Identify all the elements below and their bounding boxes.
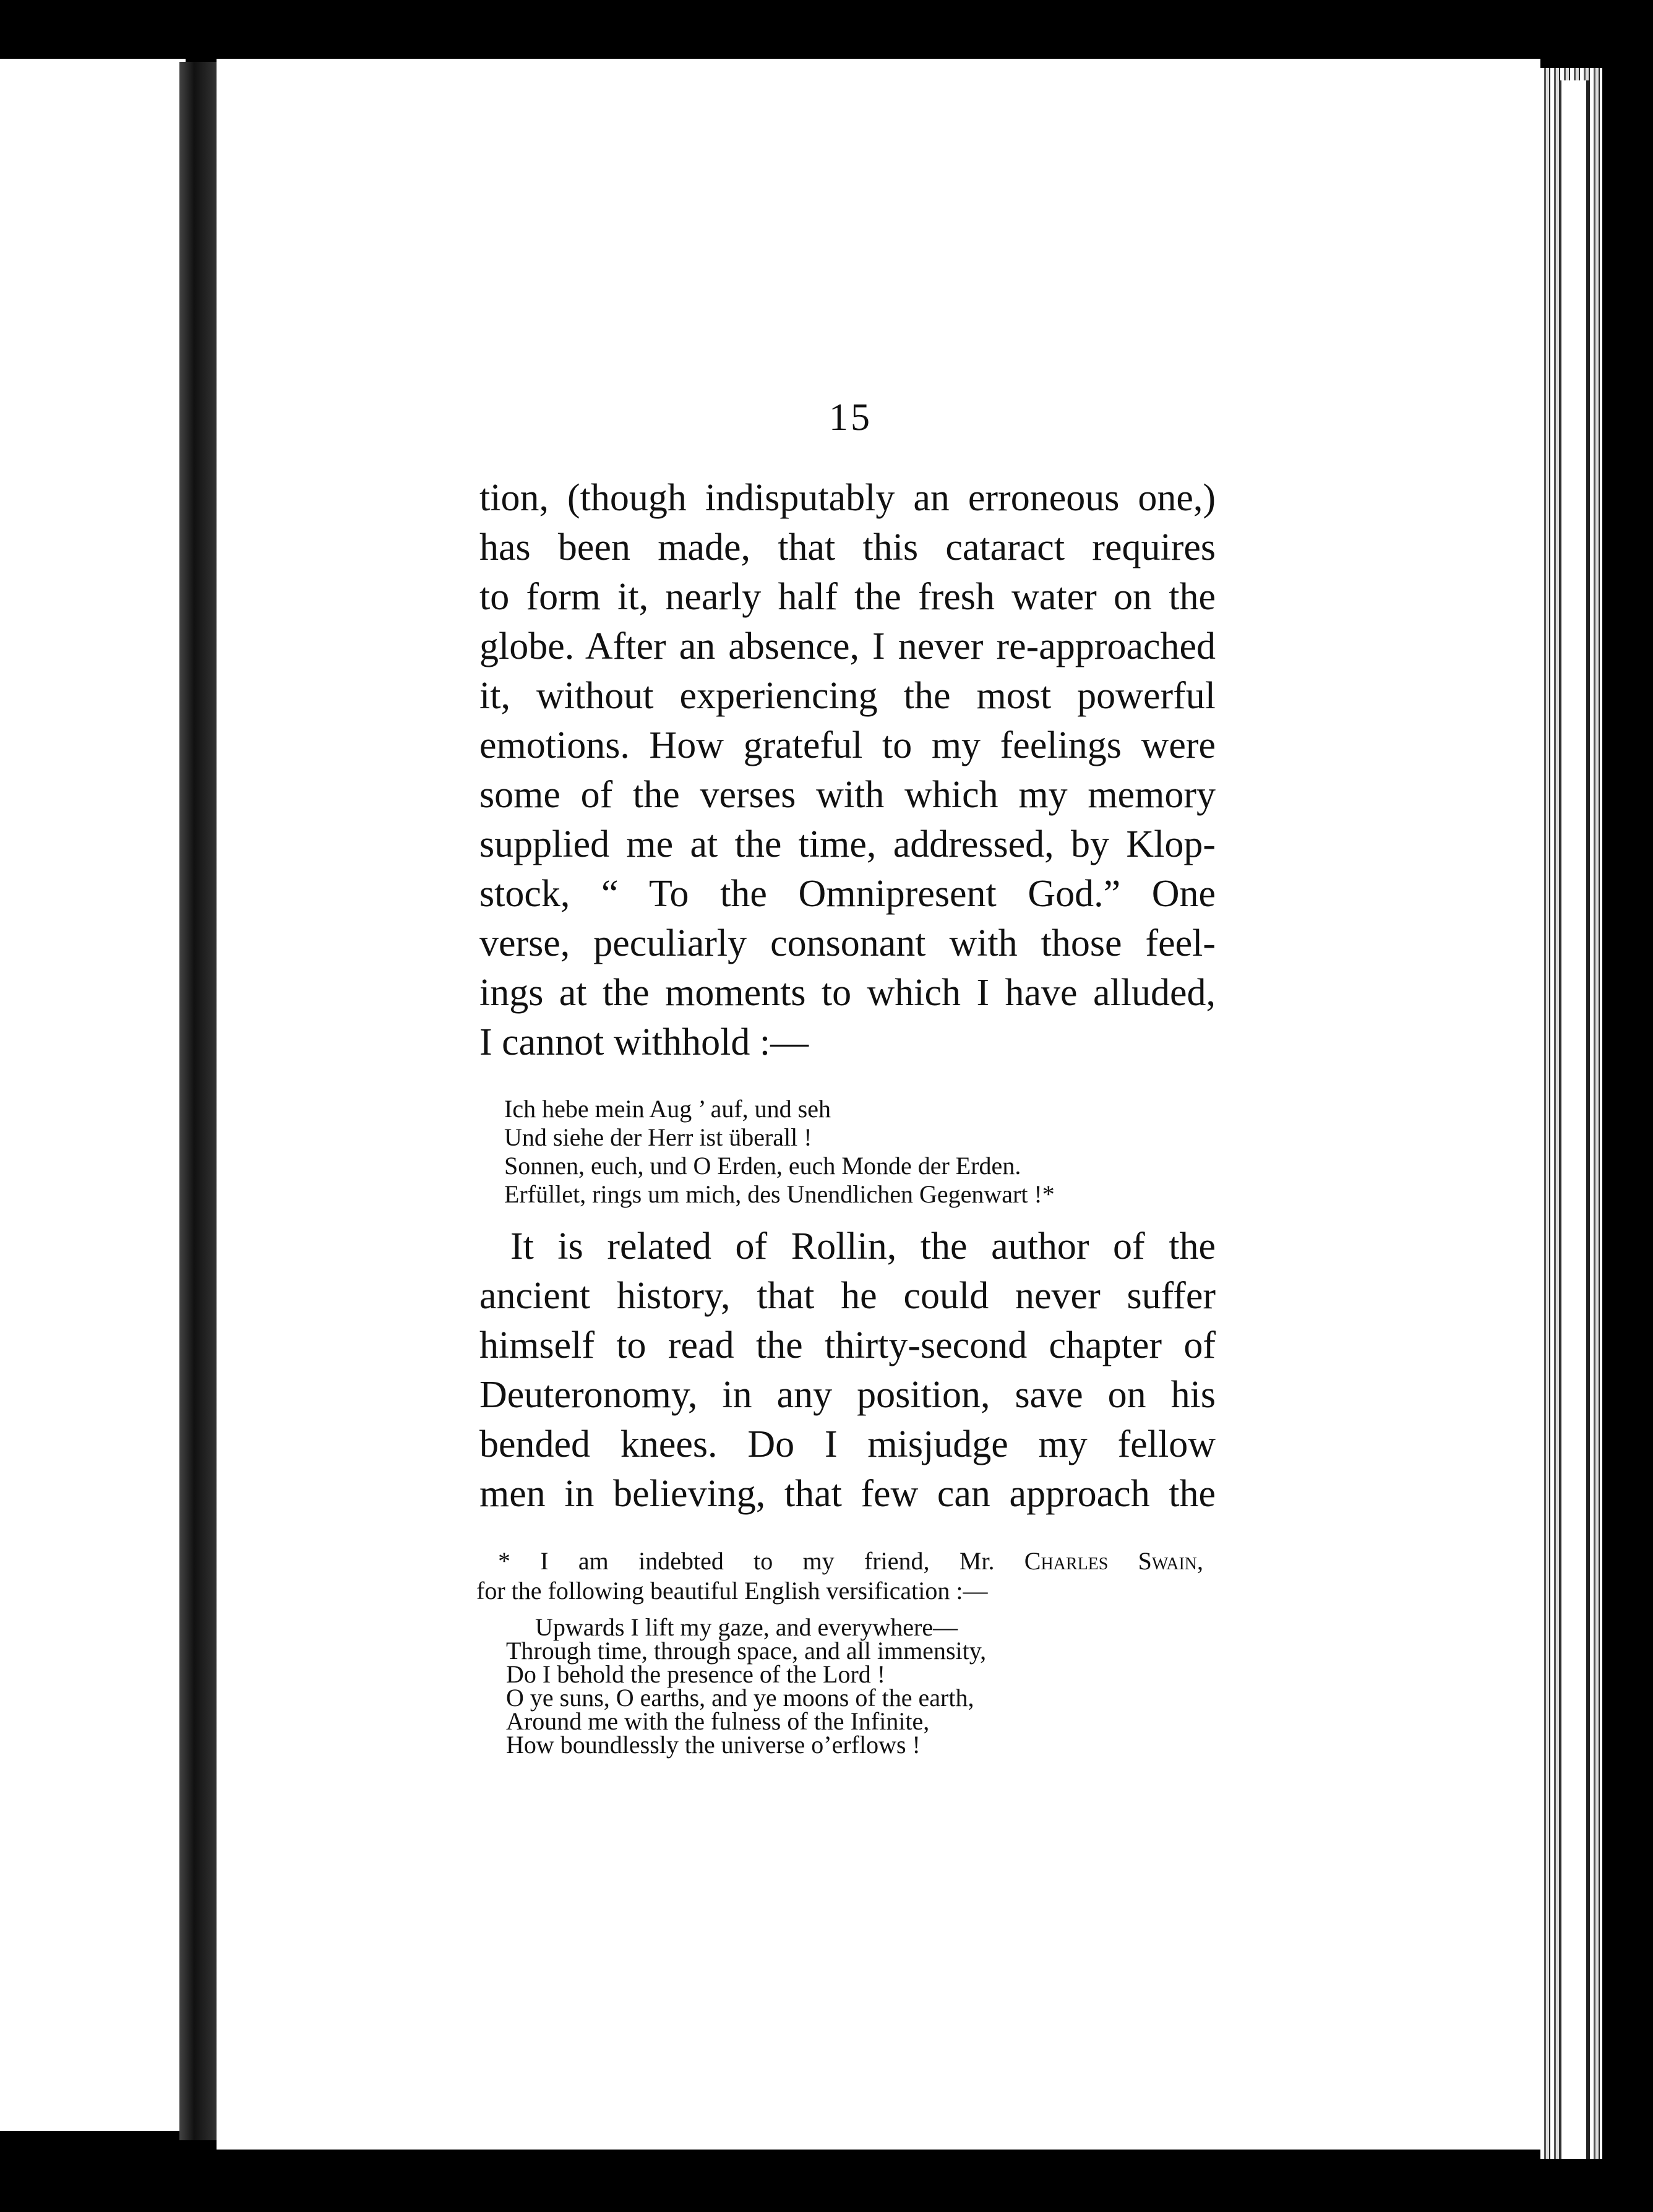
body-line: Deuteronomy, in any position, save on his (479, 1374, 1216, 1416)
body-line: it, without experiencing the most powerful (479, 675, 1216, 717)
footnote-verse-line: Through time, through space, and all immensity, (506, 1637, 987, 1665)
page-number: 15 (829, 397, 872, 439)
footnote-verse-line: Upwards I lift my gaze, and everywhere— (535, 1613, 958, 1641)
verse-line: Ich hebe mein Aug ’ auf, und seh (504, 1095, 831, 1123)
body-line: ings at the moments to which I have alluded, (479, 972, 1216, 1014)
footnote-verse-line: How boundlessly the universe o’erflows ! (506, 1731, 921, 1759)
body-line: I cannot withhold :— (479, 1021, 809, 1063)
body-line: supplied me at the time, addressed, by Klop- (479, 823, 1216, 865)
body-line: bended knees. Do I misjudge my fellow (479, 1423, 1216, 1465)
body-line: globe. After an absence, I never re-approached (479, 625, 1216, 667)
body-line: stock, “ To the Omnipresent God.” One (479, 873, 1216, 915)
footnote-intro-line: for the following beautiful English versification :— (476, 1577, 988, 1605)
body-line: himself to read the thirty-second chapter of (479, 1324, 1216, 1366)
footnote-author-name: Charles Swain, (1024, 1547, 1203, 1575)
body-line: some of the verses with which my memory (479, 774, 1216, 816)
footnote-intro (498, 1546, 1203, 1576)
page (217, 59, 1540, 2150)
body-line: emotions. How grateful to my feelings were (479, 724, 1216, 766)
body-line: verse, peculiarly consonant with those feel- (479, 922, 1216, 964)
body-line: to form it, nearly half the fresh water on the (479, 576, 1216, 618)
body-line: men in believing, that few can approach the (479, 1473, 1216, 1515)
verse-line: Sonnen, euch, und O Erden, euch Monde der Erden. (504, 1152, 1021, 1180)
footnote-verse-line: O ye suns, O earths, and ye moons of the earth, (506, 1684, 974, 1712)
footnote-intro-text: * I am indebted to my friend, Mr. (498, 1547, 995, 1575)
body-line: has been made, that this cataract requires (479, 526, 1216, 568)
facing-page-edge (0, 59, 186, 2131)
body-line: It is related of Rollin, the author of the (510, 1225, 1216, 1267)
verse-line: Und siehe der Herr ist überall ! (504, 1123, 812, 1151)
book-gutter (179, 62, 217, 2140)
body-line: ancient history, that he could never suffer (479, 1275, 1216, 1317)
page-edge-inner (1559, 80, 1590, 2159)
footnote-verse-line: Do I behold the presence of the Lord ! (506, 1660, 886, 1688)
footnote-verse-line: Around me with the fulness of the Infinite, (506, 1707, 930, 1735)
body-line: tion, (though indisputably an erroneous one,) (479, 477, 1216, 519)
verse-line: Erfüllet, rings um mich, des Unendlichen Gegenwart !* (504, 1180, 1055, 1208)
